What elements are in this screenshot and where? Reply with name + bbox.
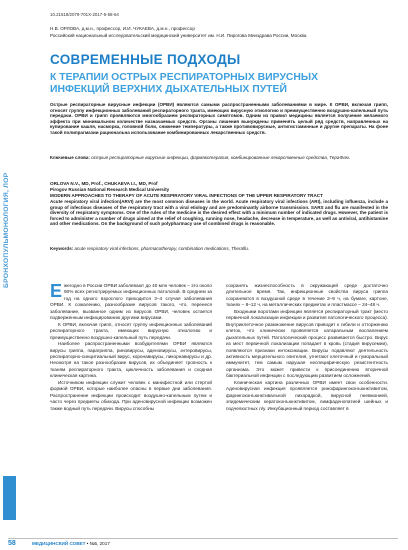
body-column-right xyxy=(226,283,388,412)
page-footer xyxy=(8,538,398,548)
affiliation-en: Pirogov Russian National Research Medical University xyxy=(50,187,170,192)
article-title-en: MODERN APPROACHES TO THERAPY OF ACUTE RESPIRATORY VIRAL INFECTIONS OF THE UPPER RESPIRATORY TRACT xyxy=(50,193,323,198)
drop-cap: Е xyxy=(50,281,63,301)
body-paragraph: сохранять жизнеспособность в окружающей среде достаточно длительное время. Так, инфекционные свойства вируса гриппа сохраняются в воздушной среде в течение 2–9 ч, на бумаге, картоне, тканях – 8–12 ч, на металлических предметах и пластмассе – 24–48 ч. xyxy=(226,283,388,308)
sidebar-accent-bar xyxy=(3,476,16,520)
journal-title: МЕДИЦИНСКИЙ СОВЕТ xyxy=(32,541,86,546)
journal-issue: • №5, 2017 xyxy=(86,541,110,546)
sidebar xyxy=(0,0,20,550)
footer-divider xyxy=(8,538,398,539)
body-paragraph: Наиболее распространенными возбудителями ОРВИ являются вирусы гриппа, парагриппа, риновирусы, аденовирусы, энтеровирусы, респираторно-синцитиальный вирус, коронавирусы, пикорнавирусы и др. Несмотря на такое разнообразие вирусов, их объединяет тропность к тканям респираторного тракта, цикличность заболевания и сходная клиническая картина. xyxy=(50,341,212,379)
keywords-ru xyxy=(50,155,388,161)
body-paragraph-text: жегодно в России ОРВИ заболевают до 40 млн человек – это около 90% всех регистрируемых инфекционных патологий. В среднем за год на одного взрослого приходится 3–4 случая заболевания ОРВИ. К сожалению, разнообразие вирусов такого, что, перенеся заболевание, вызванное одним из вирусов ОРВИ, человек остается подверженным инфицированию другими вирусами. xyxy=(50,283,212,321)
body-paragraph: Источником инфекции служит человек с манифестной или стертой формой ОРВИ, которые наиболее опасны в первые дни заболевания. Распространение инфекции происходит воздушно-капельным путем и часто через предметы обихода. При аденовирусной инфекции возможен также водный путь передачи. Вирусы способны xyxy=(50,379,212,411)
journal-name xyxy=(32,541,110,546)
authors-ru: Н.В. ОРЛОВА, д.м.н., профессор, И.И. ЧУКАЕВА, д.м.н., профессор xyxy=(50,26,195,31)
article-title-sub: К ТЕРАПИИ ОСТРЫХ РЕСПИРАТОРНЫХ ВИРУСНЫХ ИНФЕКЦИЙ ВЕРХНИХ ДЫХАТЕЛЬНЫХ ПУТЕЙ xyxy=(50,72,319,95)
article-title-main: СОВРЕМЕННЫЕ ПОДХОДЫ xyxy=(50,52,241,67)
body-paragraph xyxy=(50,283,212,322)
keywords-ru-text: острые респираторные вирусные инфекции, фармакотерапия, комбинированные лекарственные средства, ТераФлю. xyxy=(91,155,351,160)
keywords-en-label: Keywords: xyxy=(50,246,74,251)
body-column-left xyxy=(50,283,212,412)
page-number: 58 xyxy=(8,540,16,547)
body-paragraph: Входными воротами инфекции является респираторный тракт (место первичной локализации инфекции и развития патологического процесса). Внутриклеточное размножение вирусов приводит к гибели и отторжению клеток, что клинически проявляется катаральным воспалением дыхательных путей. Патологический процесс развивается быстро. Вирус из мест первичной локализации попадает в кровь (стадия вирусемии), появляются признаки интоксикации. Вирусы подавляют деятельность активность мерцательного эпителия, угнетают клеточный и гуморальный иммунитет, тем самым нарушая неспецифическую резистентность организма. Это может привести к присоединению вторичной бактериальной инфекции с последующим развитием осложнений. xyxy=(226,308,388,379)
keywords-en xyxy=(50,246,388,252)
abstract-ru: Острые респираторные вирусные инфекции (ОРВИ) являются самыми распространенными заболеваниями в мире. К ОРВИ, включая грипп, относят группу инфекционных заболеваний респираторного тракта, имеющих вирусную этиологию и преимущественно воздушно-капельный путь передачи. ОРВИ и грипп проявляются многообразием респираторных симптомов. Одним из правил медицины является получение желаемого эффекта при минимальном количестве назначаемых средств. Органы лишения вынуждены применять целый ряд средств, направленных на купирование кашля, насморка, головной боли, снижение температуры, а также противовирусные, антигистаминные и другие препараты. На фоне такой полипрагмазии рациональна использование комбинированных лекарственных средств. xyxy=(50,102,388,135)
keywords-en-text: acute respiratory viral infections, pharmacotherapy, combination medications, Theraflu. xyxy=(74,246,250,251)
section-label: БРОНХОПУЛЬМОНОЛОГИЯ, ЛОР xyxy=(3,172,10,288)
authors-en: ORLOVA N.V., MD, Prof., CHUKAEVA I.I., MD, Prof xyxy=(50,181,158,186)
affiliation-ru: Российский национальный исследовательский медицинский университет им. Н.И. Пирогова Минздрава России, Москва xyxy=(50,33,307,38)
doi[interactable]: 10.21518/2079-701X-2017-5-58-64 xyxy=(50,12,119,17)
keywords-ru-label: Ключевые слова: xyxy=(50,155,90,160)
body-paragraph: Клиническая картина различных ОРВИ имеет свои особенности. Аденовирусная инфекция проявляется ринофарингоконъюнктивитом, фарингоконъюнктивальной лихорадкой, вирусной пневмонией, эпидемическим кератоконъюнктивитом, лимфаденопатией шейных и подчелюстных л/у. Инкубационный период составляет в xyxy=(226,379,388,411)
abstract-en: Acute respiratory viral infection(ARVI) are the most common diseases in the world. Acute respiratory viral infections (ARI), including influenza, include a group of infectious diseases of the respiratory tract with a viral etiology and are predominantly airborne transmission. SARS and flu are manifested in the diversity of respiratory symptoms. One of the rules of the medicine is the desired effect with a minimum number of indicated drugs. However, the patient is forced to administer a number of drugs aimed at the relief of coughing, running nose, headache, decrease in temperature, as well as antiviral, antihistamine and other medications. On the background of such polypharmacy use of combined drugs is reasonable. xyxy=(50,199,388,227)
body-paragraph: К ОРВИ, включая грипп, относят группу инфекционных заболеваний респираторного тракта, имеющих вирусную этиологию и преимущественно воздушно-капельный путь передачи. xyxy=(50,321,212,340)
